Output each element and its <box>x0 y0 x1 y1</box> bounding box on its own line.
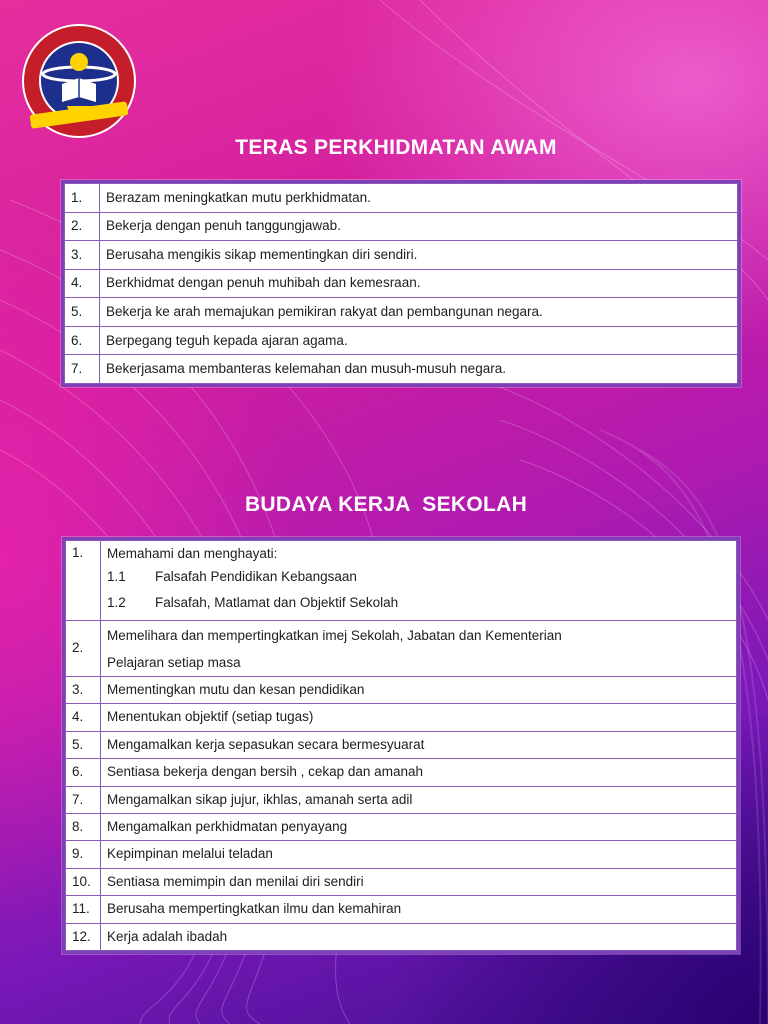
table-row <box>66 841 737 868</box>
row-text: Mengamalkan kerja sepasukan secara bermesyuarat <box>101 731 737 758</box>
table-row <box>66 786 737 813</box>
table-row <box>66 677 737 704</box>
row-number: 6. <box>66 759 101 786</box>
sub-item <box>107 564 730 590</box>
section-title-budaya: BUDAYA KERJA SEKOLAH <box>244 493 528 516</box>
table-row <box>65 355 738 384</box>
school-crest-logo <box>20 22 138 140</box>
row-text: Berazam meningkatkan mutu perkhidmatan. <box>100 184 738 213</box>
row-text: Mementingkan mutu dan kesan pendidikan <box>101 677 737 704</box>
table-row <box>66 759 737 786</box>
table-row <box>66 621 737 677</box>
sub-item-number: 1.2 <box>107 595 126 610</box>
row-number: 10. <box>66 868 101 895</box>
row-text-line1: Memelihara dan mempertingkatkan imej Sekolah, Jabatan dan Kementerian <box>107 627 562 643</box>
row-number: 7. <box>66 786 101 813</box>
sub-item <box>107 590 730 616</box>
row-text: Kepimpinan melalui teladan <box>101 841 737 868</box>
table-row <box>65 184 738 213</box>
table-row <box>66 868 737 895</box>
sub-item-text: Falsafah Pendidikan Kebangsaan <box>155 569 357 584</box>
row-text: Berusaha mengikis sikap mementingkan diri sendiri. <box>100 241 738 270</box>
row-text: Kerja adalah ibadah <box>101 923 737 950</box>
row-text: Bekerja ke arah memajukan pemikiran rakyat dan pembangunan negara. <box>100 298 738 327</box>
row-number: 5. <box>65 298 100 327</box>
table-row <box>66 813 737 840</box>
sub-item-number: 1.1 <box>107 569 126 584</box>
row-number: 4. <box>66 704 101 731</box>
row-text: Memahami dan menghayati: <box>107 546 278 561</box>
table-row <box>65 326 738 355</box>
row-number: 5. <box>66 731 101 758</box>
row-number: 3. <box>66 677 101 704</box>
section-title-teras: TERAS PERKHIDMATAN AWAM <box>235 136 557 159</box>
table-row <box>65 212 738 241</box>
row-number: 11. <box>66 896 101 923</box>
row-text: Berpegang teguh kepada ajaran agama. <box>100 326 738 355</box>
row-number: 9. <box>66 841 101 868</box>
budaya-table <box>62 537 740 954</box>
row-number: 2. <box>66 621 101 677</box>
table-row <box>66 896 737 923</box>
row-number: 8. <box>66 813 101 840</box>
row-text: Bekerjasama membanteras kelemahan dan musuh-musuh negara. <box>100 355 738 384</box>
row-number: 2. <box>65 212 100 241</box>
row-text: Mengamalkan sikap jujur, ikhlas, amanah serta adil <box>101 786 737 813</box>
row-text: Sentiasa bekerja dengan bersih , cekap dan amanah <box>101 759 737 786</box>
row-text: Sentiasa memimpin dan menilai diri sendiri <box>101 868 737 895</box>
row-text: Menentukan objektif (setiap tugas) <box>101 704 737 731</box>
row-text: Mengamalkan perkhidmatan penyayang <box>101 813 737 840</box>
row-number: 1. <box>65 184 100 213</box>
table-row <box>66 704 737 731</box>
row-text: Bekerja dengan penuh tanggungjawab. <box>100 212 738 241</box>
table-row <box>66 923 737 950</box>
table-row <box>65 269 738 298</box>
table-row <box>66 731 737 758</box>
row-text-line2: Pelajaran setiap masa <box>107 654 241 670</box>
teras-table <box>61 180 741 387</box>
row-number: 6. <box>65 326 100 355</box>
row-number: 1. <box>66 541 101 621</box>
sub-item-text: Falsafah, Matlamat dan Objektif Sekolah <box>155 595 399 610</box>
row-content <box>101 541 737 621</box>
table-row <box>65 298 738 327</box>
row-number: 3. <box>65 241 100 270</box>
row-text: Berusaha mempertingkatkan ilmu dan kemahiran <box>101 896 737 923</box>
row-number: 7. <box>65 355 100 384</box>
table-row <box>65 241 738 270</box>
row-content <box>101 621 737 677</box>
row-number: 12. <box>66 923 101 950</box>
row-number: 4. <box>65 269 100 298</box>
table-row <box>66 541 737 621</box>
row-text: Berkhidmat dengan penuh muhibah dan kemesraan. <box>100 269 738 298</box>
